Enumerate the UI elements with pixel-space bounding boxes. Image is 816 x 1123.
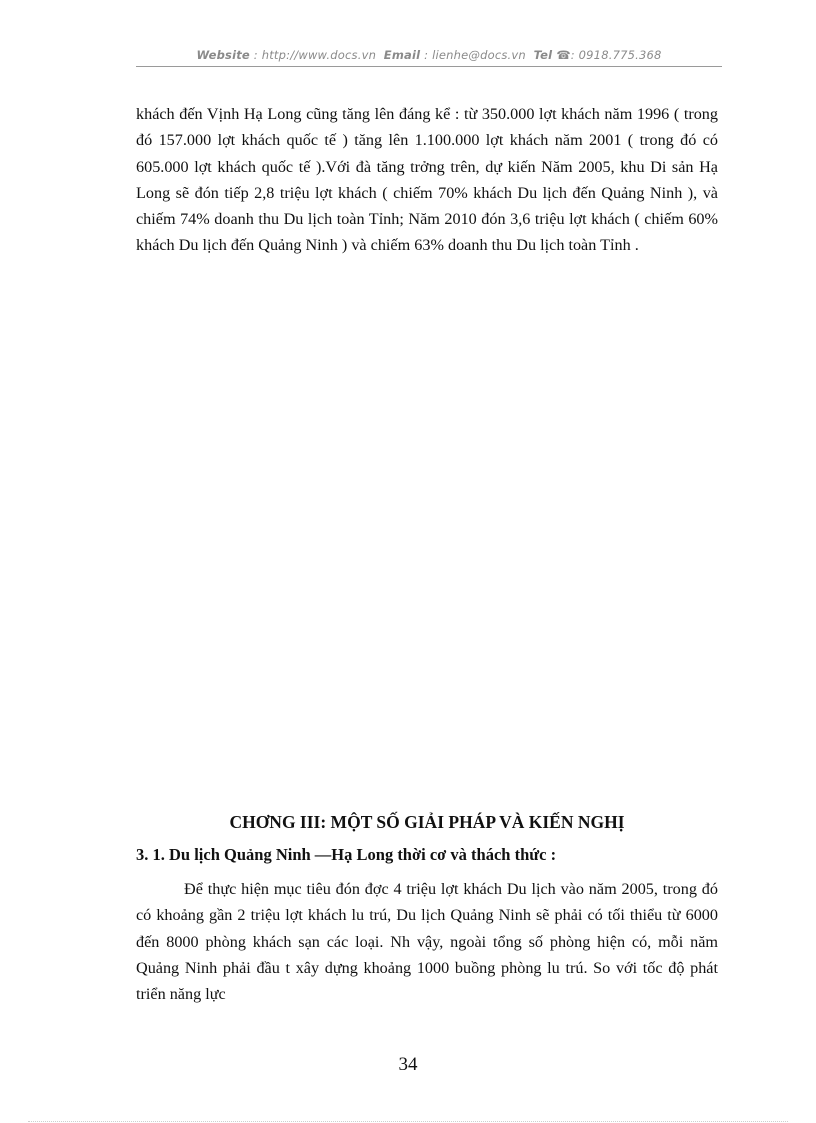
- section-title: 3. 1. Du lịch Quảng Ninh —Hạ Long thời cơ và thách thức :: [136, 845, 557, 864]
- header-divider: [136, 66, 722, 67]
- tel-value: : 0918.775.368: [570, 48, 662, 62]
- website-label: Website: [196, 48, 250, 62]
- tel-label: Tel: [533, 48, 553, 62]
- page-number: 34: [398, 1054, 418, 1075]
- body-paragraph-1: khách đến Vịnh Hạ Long cũng tăng lên đáng kể : từ 350.000 lợt khách năm 1996 ( trong đó 157.000 lợt khách quốc tế ) tăng lên 1.100.000 lợt khách năm 2001 ( trong đó có 605.000 lợt khách quốc tế ).Với đà tăng trởng trên, dự kiến Năm 2005, khu Di sản Hạ Long sẽ đón tiếp 2,8 triệu lợt khách ( chiếm 70% khách Du lịch đến Quảng Ninh ), và chiếm 74% doanh thu Du lịch toàn Tỉnh; Năm 2010 đón 3,6 triệu lợt khách ( chiếm 60% khách Du lịch đến Quảng Ninh ) và chiếm 63% doanh thu Du lịch toàn Tỉnh .: [136, 105, 718, 255]
- phone-icon: ☎: [556, 48, 571, 62]
- page-bottom-divider: [28, 1121, 788, 1122]
- chapter-title: CHƠNG III: MỘT SỐ GIẢI PHÁP VÀ KIẾN NGHỊ: [229, 812, 625, 832]
- body-paragraph-2: Để thực hiện mục tiêu đón đợc 4 triệu lợt khách Du lịch vào năm 2005, trong đó có khoảng gần 2 triệu lợt khách lu trú, Du lịch Quảng Ninh sẽ phải có tối thiểu từ 6000 đến 8000 phòng khách sạn các loại. Nh vậy, ngoài tổng số phòng hiện có, mỗi năm Quảng Ninh phải đầu t xây dựng khoảng 1000 buồng phòng lu trú. So với tốc độ phát triển năng lực: [136, 880, 718, 1004]
- email-label: Email: [383, 48, 421, 62]
- page-header: [136, 48, 722, 62]
- email-value: : lienhe@docs.vn: [424, 48, 526, 62]
- website-value: : http://www.docs.vn: [253, 48, 377, 62]
